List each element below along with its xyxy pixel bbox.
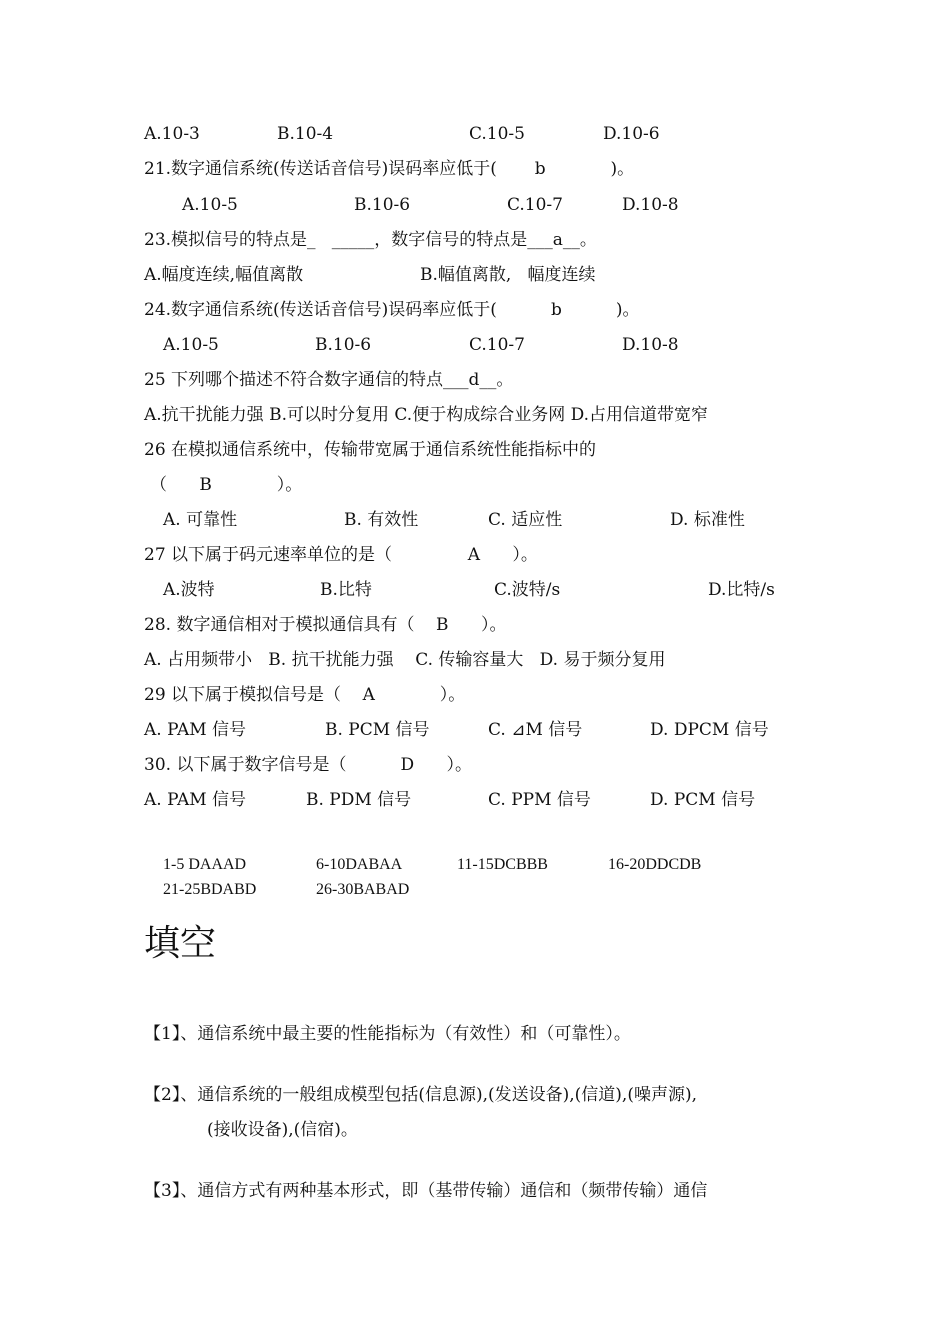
q29-option-a: A. PAM 信号	[144, 720, 247, 740]
q27-option-d: D.比特/s	[708, 580, 775, 600]
question-25-stem: 25 下列哪个描述不符合数字通信的特点___d__。	[144, 370, 514, 390]
q26-option-a: A. 可靠性	[163, 510, 238, 530]
fill-item-2: 【2】、通信系统的一般组成模型包括(信息源),(发送设备),(信道),(噪声源),	[144, 1085, 697, 1105]
fill-item-3: 【3】、通信方式有两种基本形式，即（基带传输）通信和（频带传输）通信	[144, 1181, 708, 1201]
q30-option-c: C. PPM 信号	[488, 790, 591, 810]
question-30-stem: 30. 以下属于数字信号是（ D ）。	[144, 755, 473, 775]
q21-option-c: C.10-7	[507, 195, 563, 215]
question-26-answer-blank: （ B ）。	[150, 475, 303, 495]
q30-option-b: B. PDM 信号	[306, 790, 412, 810]
q24-option-b: B.10-6	[315, 335, 372, 355]
answer-key-16-20: 16-20DDCDB	[608, 856, 702, 873]
question-24-stem: 24.数字通信系统(传送话音信号)误码率应低于( b )。	[144, 300, 640, 320]
answer-key-6-10: 6-10DABAA	[316, 856, 403, 873]
q29-option-c: C. ⊿M 信号	[488, 720, 583, 740]
question-28-stem: 28. 数字通信相对于模拟通信具有（ B ）。	[144, 615, 507, 635]
q21-option-d: D.10-8	[622, 195, 679, 215]
prev-option-d: D.10-6	[603, 124, 660, 144]
q26-option-c: C. 适应性	[488, 510, 563, 530]
q27-option-b: B.比特	[320, 580, 372, 600]
q30-option-a: A. PAM 信号	[144, 790, 247, 810]
q25-options: A.抗干扰能力强 B.可以时分复用 C.便于构成综合业务网 D.占用信道带宽窄	[144, 405, 709, 425]
fill-item-2-continued: (接收设备),(信宿)。	[207, 1120, 358, 1140]
answer-key-1-5: 1-5 DAAAD	[163, 856, 247, 873]
q24-option-c: C.10-7	[469, 335, 525, 355]
q26-option-d: D. 标准性	[670, 510, 745, 530]
prev-option-a: A.10-3	[144, 124, 200, 144]
answer-key-26-30: 26-30BABAD	[316, 881, 410, 898]
q21-option-b: B.10-6	[354, 195, 411, 215]
q30-option-d: D. PCM 信号	[650, 790, 756, 810]
q28-options: A. 占用频带小 B. 抗干扰能力强 C. 传输容量大 D. 易于频分复用	[144, 650, 666, 670]
question-26-stem: 26 在模拟通信系统中，传输带宽属于通信系统性能指标中的	[144, 440, 597, 460]
q26-option-b: B. 有效性	[344, 510, 419, 530]
q24-option-a: A.10-5	[163, 335, 219, 355]
section-title-fill-blank: 填空	[144, 923, 217, 964]
prev-option-b: B.10-4	[277, 124, 334, 144]
question-21-stem: 21.数字通信系统(传送话音信号)误码率应低于( b )。	[144, 159, 635, 179]
q27-option-a: A.波特	[163, 580, 215, 600]
answer-key-11-15: 11-15DCBBB	[457, 856, 548, 873]
q27-option-c: C.波特/s	[494, 580, 561, 600]
question-23-stem: 23.模拟信号的特点是_ _____，数字信号的特点是___a__。	[144, 230, 597, 250]
q24-option-d: D.10-8	[622, 335, 679, 355]
fill-item-1: 【1】、通信系统中最主要的性能指标为（有效性）和（可靠性）。	[144, 1024, 631, 1044]
q29-option-d: D. DPCM 信号	[650, 720, 769, 740]
q21-option-a: A.10-5	[182, 195, 238, 215]
answer-key-21-25: 21-25BDABD	[163, 881, 257, 898]
prev-option-c: C.10-5	[469, 124, 525, 144]
q23-option-a: A.幅度连续,幅值离散	[144, 265, 304, 285]
q29-option-b: B. PCM 信号	[325, 720, 430, 740]
question-27-stem: 27 以下属于码元速率单位的是（ A ）。	[144, 545, 538, 565]
question-29-stem: 29 以下属于模拟信号是（ A ）。	[144, 685, 466, 705]
q23-option-b: B.幅值离散, 幅度连续	[420, 265, 596, 285]
